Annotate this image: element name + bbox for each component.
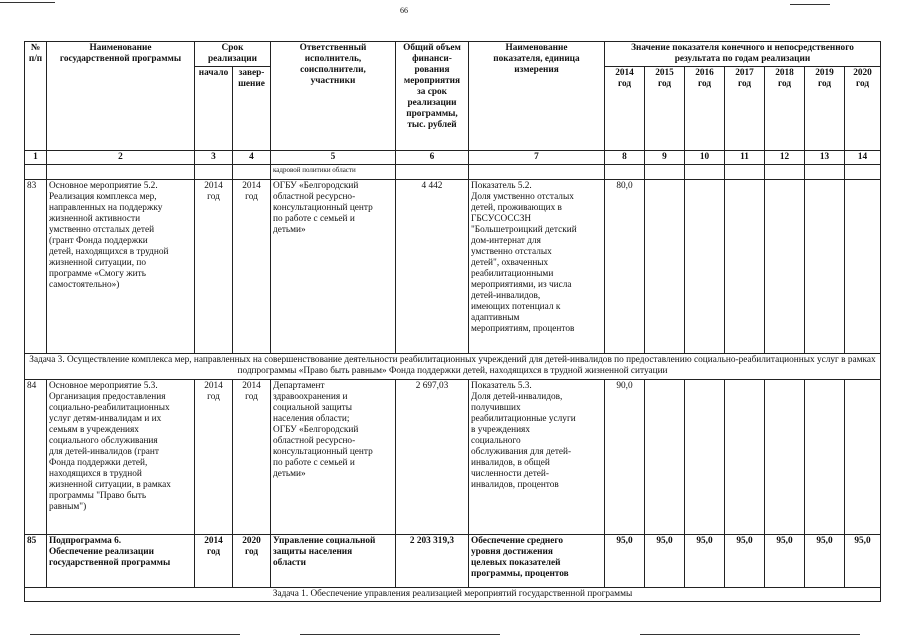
task-row: [25, 588, 881, 602]
column-number: 8: [605, 151, 645, 165]
row-start: 2014 год: [195, 180, 233, 354]
scan-mark: [30, 634, 240, 635]
row-indicator: Обеспечение среднего уровня достижения целевых показателей программы, процентов: [469, 535, 605, 588]
row-start: 2014 год: [195, 535, 233, 588]
row-value-2016: 95,0: [685, 535, 725, 588]
header-year-2015: 2015 год: [645, 67, 685, 151]
program-table: [24, 41, 881, 602]
row-value-2015: [645, 180, 685, 354]
column-number: 7: [469, 151, 605, 165]
carry-executor: кадровой политики области: [271, 165, 396, 180]
row-funding: 2 697,03: [396, 380, 469, 535]
column-number: 5: [271, 151, 396, 165]
row-value-2020: 95,0: [845, 535, 881, 588]
row-executor: Департамент здравоохранения и социальной защиты населения области; ОГБУ «Белгородский областной ресурсно- консультационный центр по работе с семьей и детьми»: [271, 380, 396, 535]
table-row: [25, 380, 881, 535]
row-value-2014: 80,0: [605, 180, 645, 354]
header-indicator: Наименование показателя, единица измерения: [469, 42, 605, 151]
header-result-values: Значение показателя конечного и непосредственного результата по годам реализации: [605, 42, 881, 67]
column-number: 13: [805, 151, 845, 165]
column-number: 6: [396, 151, 469, 165]
row-indicator: Показатель 5.3. Доля детей-инвалидов, получивших реабилитационные услуги в учреждениях социального обслуживания для детей- инвалидов, в общей численности детей- инвалидов, процентов: [469, 380, 605, 535]
row-executor: ОГБУ «Белгородский областной ресурсно- консультационный центр по работе с семьей и детьми»: [271, 180, 396, 354]
row-end: 2014 год: [233, 180, 271, 354]
row-start: 2014 год: [195, 380, 233, 535]
row-end: 2020 год: [233, 535, 271, 588]
header-year-2017: 2017 год: [725, 67, 765, 151]
header-year-2014: 2014 год: [605, 67, 645, 151]
row-value-2016: [685, 180, 725, 354]
row-value-2015: 95,0: [645, 535, 685, 588]
scan-mark: [0, 2, 55, 3]
header-number: № п/п: [25, 42, 47, 151]
carry-over-row: [25, 165, 881, 180]
row-value-2019: 95,0: [805, 535, 845, 588]
row-value-2014: 95,0: [605, 535, 645, 588]
row-value-2014: 90,0: [605, 380, 645, 535]
row-program-name: Основное мероприятие 5.2. Реализация комплекса мер, направленных на поддержку жизненной активности умственно отсталых детей (грант Фонда поддержки детей, находящихся в трудной жизненной ситуации, по программе «Смогу жить самостоятельно»): [47, 180, 195, 354]
row-value-2019: [805, 380, 845, 535]
scan-mark: [640, 634, 860, 635]
column-number: 2: [47, 151, 195, 165]
row-value-2016: [685, 380, 725, 535]
header-year-2016: 2016 год: [685, 67, 725, 151]
row-indicator: Показатель 5.2. Доля умственно отсталых детей, проживающих в ГБСУСОССЗН "Большетроицкий детский дом-интернат для умственно отсталых детей", охваченных реабилитационными мероприятиями, из числа детей-инвалидов, имеющих потенциал к адаптивным мероприятиям, процентов: [469, 180, 605, 354]
header-start: начало: [195, 67, 233, 151]
task-3-text: Задача 3. Осуществление комплекса мер, направленных на совершенствование деятельности реабилитационных учреждений для детей-инвалидов по предоставлению социально-реабилитационных услуг в рамках подпрограммы «Право быть равным» Фонда поддержки детей, находящихся в трудной жизненной ситуации: [25, 354, 881, 380]
column-number: 9: [645, 151, 685, 165]
table-row: [25, 180, 881, 354]
row-value-2018: 95,0: [765, 535, 805, 588]
row-program-name: Основное мероприятие 5.3. Организация предоставления социально-реабилитационных услуг детям-инвалидам и их семьям в учреждениях социального обслуживания для детей-инвалидов (грант Фонда поддержки детей, находящихся в трудной жизненной ситуации, в рамках программы "Право быть равным"): [47, 380, 195, 535]
row-program-name: Подпрограмма 6. Обеспечение реализации государственной программы: [47, 535, 195, 588]
row-value-2020: [845, 180, 881, 354]
page-number: 66: [400, 6, 408, 15]
row-funding: 2 203 319,3: [396, 535, 469, 588]
header-end: завер- шение: [233, 67, 271, 151]
header-year-2020: 2020 год: [845, 67, 881, 151]
header-year-2018: 2018 год: [765, 67, 805, 151]
table-row: [25, 535, 881, 588]
column-number: 1: [25, 151, 47, 165]
row-value-2018: [765, 380, 805, 535]
row-executor: Управление социальной защиты населения области: [271, 535, 396, 588]
row-value-2018: [765, 180, 805, 354]
column-number: 11: [725, 151, 765, 165]
column-numbers-row: [25, 151, 881, 165]
header-executor: Ответственный исполнитель, соисполнители, участники: [271, 42, 396, 151]
header-funding: Общий объем финанси- рования мероприятия за срок реализации программы, тыс. рублей: [396, 42, 469, 151]
task-1-text: Задача 1. Обеспечение управления реализацией мероприятий государственной программы: [25, 588, 881, 602]
column-number: 3: [195, 151, 233, 165]
row-value-2019: [805, 180, 845, 354]
row-number: 83: [25, 180, 47, 354]
row-value-2017: 95,0: [725, 535, 765, 588]
header-year-2019: 2019 год: [805, 67, 845, 151]
task-row: [25, 354, 881, 380]
column-number: 4: [233, 151, 271, 165]
row-number: 85: [25, 535, 47, 588]
scan-mark: [300, 634, 500, 635]
row-value-2020: [845, 380, 881, 535]
header-program-name: Наименование государственной программы: [47, 42, 195, 151]
row-end: 2014 год: [233, 380, 271, 535]
row-value-2017: [725, 380, 765, 535]
column-number: 10: [685, 151, 725, 165]
scan-mark: [790, 4, 830, 5]
column-number: 12: [765, 151, 805, 165]
row-funding: 4 442: [396, 180, 469, 354]
row-value-2015: [645, 380, 685, 535]
column-number: 14: [845, 151, 881, 165]
row-value-2017: [725, 180, 765, 354]
header-period: Срок реализации: [195, 42, 271, 67]
row-number: 84: [25, 380, 47, 535]
